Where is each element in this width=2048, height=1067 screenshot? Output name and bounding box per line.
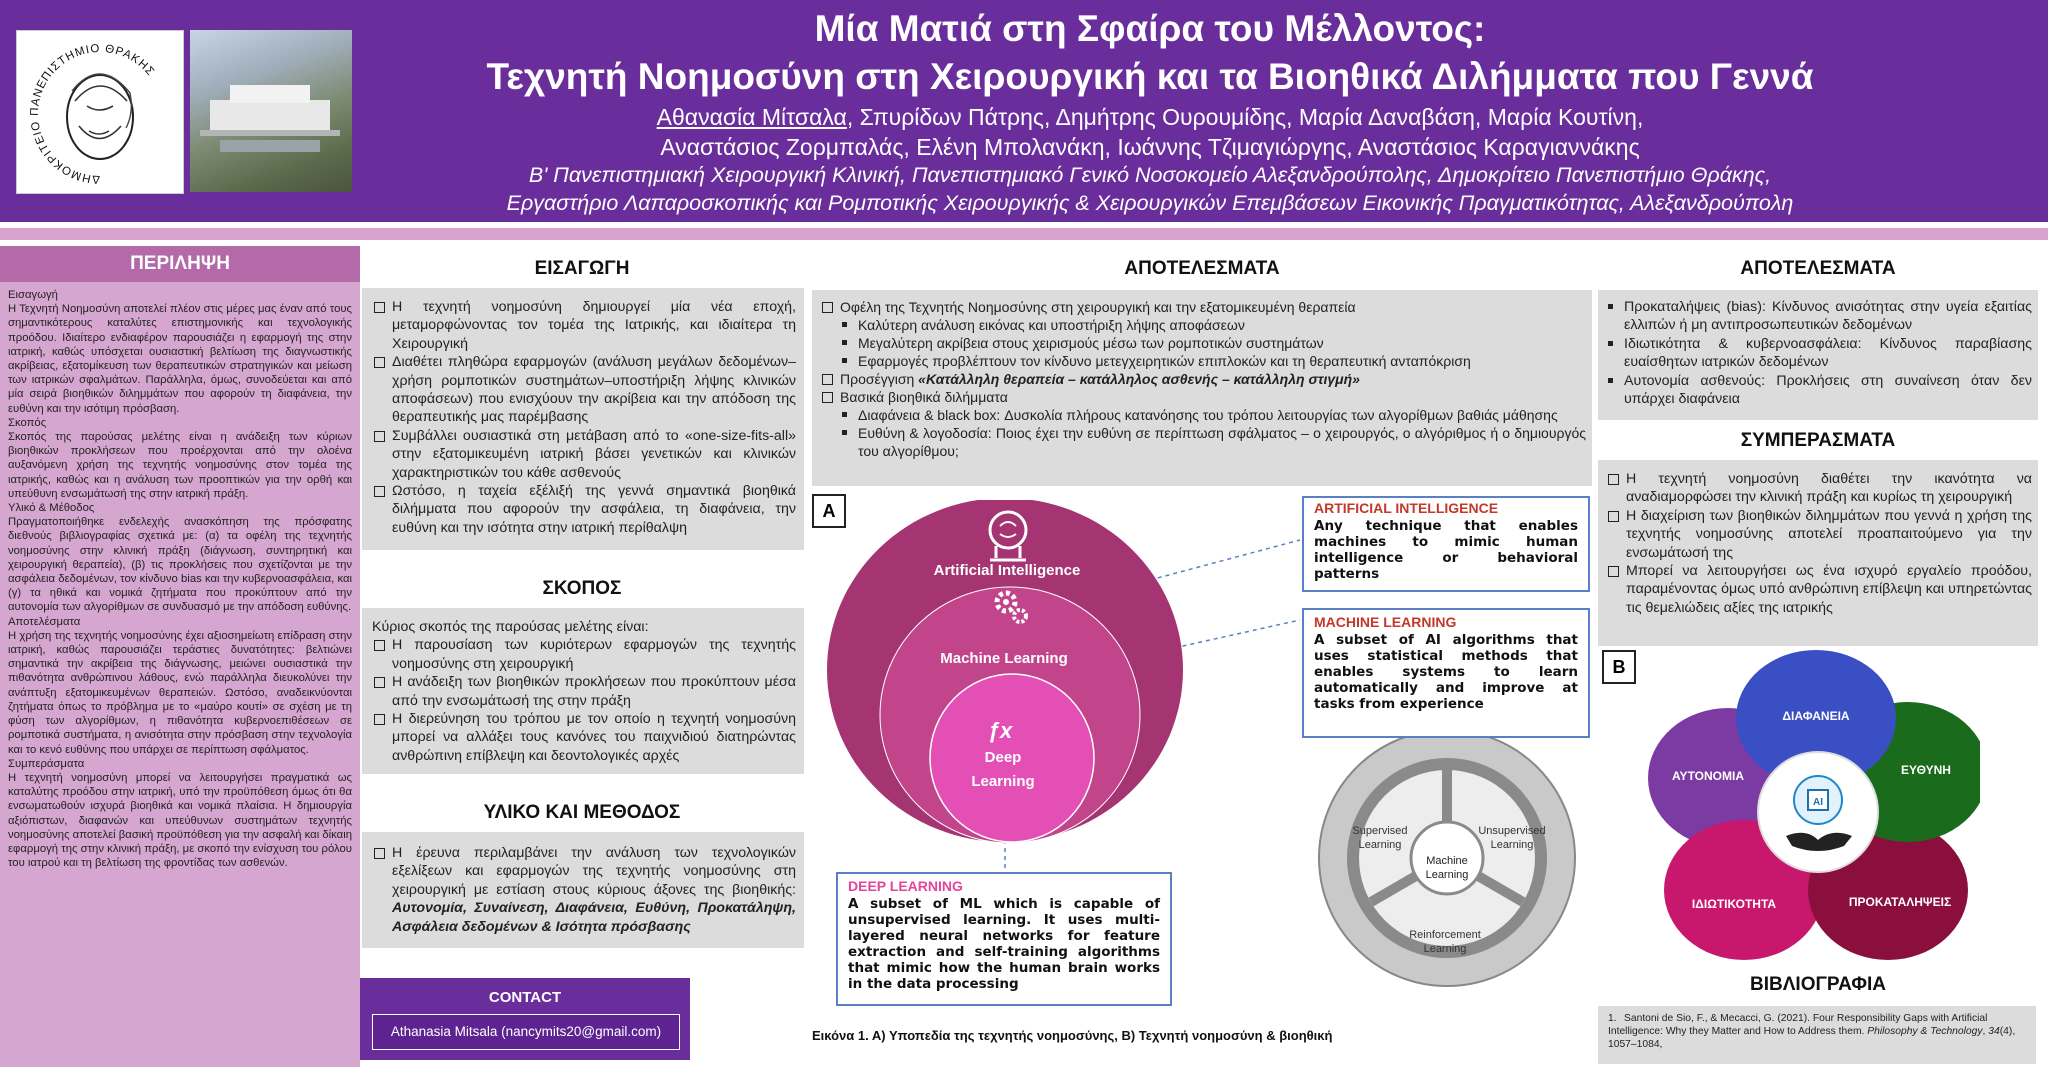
university-logo: [16, 30, 184, 194]
connector-ai: [1150, 540, 1300, 580]
list-item: [372, 844, 796, 936]
aim-title: ΣΚΟΠΟΣ: [542, 578, 622, 599]
dl-definition-box: [836, 872, 1172, 1006]
label-bias: ΠΡΟΚΑΤΑΛΗΨΕΙΣ: [1848, 895, 1952, 909]
list-item: Βασικά βιοηθικά διλήμματα: [820, 388, 1586, 406]
approach-value: «Κατάλληλη θεραπεία – κατάλληλος ασθενής – κατάλληλη στιγμή»: [918, 371, 1360, 387]
abstract-heading: Σκοπός: [8, 416, 47, 429]
list-item: [820, 370, 1586, 388]
results2-list: [1604, 298, 2032, 408]
intro-list: [372, 298, 796, 537]
abstract-title: ΠΕΡΙΛΗΨΗ: [0, 246, 360, 282]
approach-label: Προσέγγιση: [840, 371, 919, 387]
list-item: Διαφάνεια & black box: Δυσκολία πλήρους κατανόησης του τρόπου λειτουργίας των αλγορίθμων βαθιάς μάθησης: [838, 406, 1586, 424]
list-item: Καλύτερη ανάλυση εικόνας και υποστήριξη λήψης αποφάσεων: [838, 316, 1586, 334]
function-icon: ƒx: [987, 718, 1013, 743]
intro-title: ΕΙΣΑΓΩΓΗ: [534, 258, 630, 279]
list-item: Η τεχνητή νοημοσύνη διαθέτει την ικανότητα να αναδιαμορφώσει την κλινική πράξη και κυρίως τη χειρουργική: [1606, 470, 2032, 507]
list-item: Η διερεύνηση του τρόπου με τον οποίο η τεχνητή νοημοσύνη μπορεί να αλλάξει τους κανόνες του παιχνιδιού διατηρώντας ανθρώπινη επίβλεψη και δεοντολογικές αρχές: [372, 710, 796, 765]
list-item: Η διαχείριση των βιοηθικών διλημμάτων που γεννά η χρήση της τεχνητής νοημοσύνης αποτελεί προαπαιτούμενο για την ενσωμάτωσή της: [1606, 507, 2032, 562]
bioethics-flower-diagram: [1640, 650, 1980, 980]
wheel-reinforcement-2: Learning: [1423, 943, 1467, 955]
list-item: Προκαταλήψεις (bias): Κίνδυνος ανισότητας στην υγεία εξαιτίας ελλιπών ή μη αντιπροσωπευτικών δεδομένων: [1604, 298, 2032, 335]
presenting-author: Αθανασία Μίτσαλα: [656, 104, 847, 130]
co-authors: , Σπυρίδων Πάτρης, Δημήτρης Ουρουμίδης, Μαρία Δαναβάση, Μαρία Κουτίνη,: [846, 104, 1644, 130]
contact-email[interactable]: Athanasia Mitsala (nancymits20@gmail.com): [372, 1014, 680, 1050]
dl-circle-label-2: Learning: [971, 773, 1035, 790]
hospital-campus-photo: [190, 30, 352, 192]
wheel-supervised-2: Learning: [1358, 839, 1402, 851]
list-item: Ωστόσο, η ταχεία εξέλιξή της γεννά σημαντικά βιοηθικά διλήμματα που αφορούν την ασφάλεια, τη διαφάνεια, την ευθύνη και την ισότητα στην ιατρική περίθαλψη: [372, 482, 796, 537]
list-item: Ευθύνη & λογοδοσία: Ποιος έχει την ευθύνη σε περίπτωση σφάλματος – ο χειρουργός, ο αλγόριθμος ή ο δημιουργός του αλγορίθμου;: [838, 424, 1586, 460]
list-item: Οφέλη της Τεχνητής Νοημοσύνης στη χειρουργική και την εξατομικευμένη θεραπεία: [820, 298, 1586, 316]
ml-circle-label: Machine Learning: [940, 650, 1068, 667]
dl-definition-title: DEEP LEARNING: [848, 878, 963, 894]
references-title: ΒΙΒΛΙΟΓΡΑΦΙΑ: [1750, 974, 1886, 995]
authors-line-1: [420, 104, 1880, 131]
wheel-unsupervised-2: Learning: [1490, 839, 1534, 851]
wheel-unsupervised-1: Unsupervised: [1478, 825, 1546, 837]
list-item: Η ανάδειξη των βιοηθικών προκλήσεων που προκύπτουν μέσα από την ενσωμάτωσή της στην πράξη: [372, 673, 796, 710]
logo-lettering: ΔΗΜΟΚΡΙΤΕΙΟ ΠΑΝΕΠΙΣΤΗΜΙΟ ΘΡΑΚΗΣ: [28, 42, 157, 186]
abstract-paragraph: Η τεχνητή νοημοσύνη μπορεί να λειτουργήσει πραγματικά ως καταλύτης προόδου στην ιατρική, υπό την προϋπόθεση όμως ότι θα ενσωματωθούν ισχυρά βιοηθικά και νομικά πλαίσια. Η δημιουργία αξιόπιστων, διαφανών και υπεύθυνων συστημάτων τεχνητής νοημοσύνης αποτελεί βασική προϋπόθεση για την ασφαλή και δίκαιη εφαρμογή της στην κλινική πράξη, με σκοπό την ενίσχυση του ρόλου του ιατρού και τη βελτίωση της φροντίδας των ασθενών.: [8, 771, 352, 870]
results-title: ΑΠΟΤΕΛΕΣΜΑΤΑ: [1124, 258, 1280, 279]
abstract-heading: Αποτελέσματα: [8, 615, 81, 628]
abstract-paragraph: Η Τεχνητή Νοημοσύνη αποτελεί πλέον στις μέρες μας έναν από τους σημαντικότερους καταλύτες επιστημονικής και τεχνολογικής προόδου. Ιδιαίτερο ενδιαφέρον παρουσιάζει η εφαρμογή της στην ιατρική, καθώς υπόσχεται ουσιαστική βελτίωση της διαγνωστικής ακρίβειας, εξατομίκευση των θεραπευτικών στρατηγικών και μείωση των ιατρικών σφαλμάτων. Παράλληλα, όμως, συνοδεύεται και από μία σειρά βιοηθικών διλημμάτων που αφορούν τη διαφάνεια, την ευθύνη και την ισότιμη πρόσβαση.: [8, 303, 352, 415]
reference-pages: (4), 1057–1084,: [1608, 1026, 2016, 1050]
affiliation-line-1: Β' Πανεπιστημιακή Χειρουργική Κλινική, Πανεπιστημιακό Γενικό Νοσοκομείο Αλεξανδρούπολης, Δημοκρίτειο Πανεπιστήμιο Θράκης,: [528, 163, 1772, 187]
list-item: Διαθέτει πληθώρα εφαρμογών (ανάλυση μεγάλων δεδομένων–χρήση ρομποτικών συστημάτων–υποστήριξη λήψης κλινικών αποφάσεων) που ενισχύουν την ακρίβεια και την απόδοση της θεραπευτικής μας παρέμβασης: [372, 353, 796, 427]
affiliation-line-2: Εργαστήριο Λαπαροσκοπικής και Ρομποτικής Χειρουργικής & Χειρουργικών Επεμβάσεων Εικονικής Πραγματικότητας, Αλεξανδρούπολη: [506, 191, 1794, 215]
bioethics-axes: Αυτονομία, Συναίνεση, Διαφάνεια, Ευθύνη, Προκατάληψη, Ασφάλεια δεδομένων & Ισότητα πρόσβασης: [392, 900, 796, 935]
abstract-heading: Εισαγωγή: [8, 289, 58, 301]
list-item: Μεγαλύτερη ακρίβεια στους χειρισμούς μέσω των ρομποτικών συστημάτων: [838, 334, 1586, 352]
list-item: Εφαρμογές προβλέπτουν τον κίνδυνο μετεγχειρητικών επιπλοκών και τη θεραπευτική ανταπόκριση: [838, 352, 1586, 370]
poster-title-line-1: Μία Ματιά στη Σφαίρα του Μέλλοντος:: [814, 8, 1486, 49]
label-privacy: ΙΔΙΩΤΙΚΟΤΗΤΑ: [1691, 897, 1777, 911]
reference-authors: Santoni de Sio, F., & Mecacci, G. (2021). Four Responsibility Gaps with Artificial Intelligence: Why they Matter and How to Address them.: [1608, 1013, 1988, 1037]
ai-circle-label: Artificial Intelligence: [933, 562, 1081, 579]
ai-definition-box: [1302, 496, 1590, 592]
ai-definition-text: Any technique that enables machines to mimic human intelligence or behavioral patterns: [1314, 518, 1578, 582]
reference-journal: Philosophy & Technology: [1867, 1026, 1983, 1037]
abstract-paragraph: Σκοπός της παρούσας μελέτης είναι η ανάδειξη των κύριων βιοηθικών προκλήσεων που προέρχονται από την ολοένα αυξανόμενη χρήση της τεχνητής νοημοσύνης στον τομέα της ιατρικής, καθώς και η ανάλυση των προοπτικών για την ορθή και υπεύθυνη ενσωμάτωσή της στην ιατρική πράξη.: [8, 431, 352, 500]
reference-number: 1.: [1608, 1013, 1617, 1024]
dl-definition-text: A subset of ML which is capable of unsupervised learning. It uses multi-layered neural networks for feature extraction and self-training algorithms that mimic how the human brain works in the data processing: [848, 896, 1160, 992]
wheel-center-1: Machine: [1426, 855, 1468, 867]
list-item: Μπορεί να λειτουργήσει ως ένα ισχυρό εργαλείο προόδου, παραμένοντας όμως υπό ανθρώπινη επίβλεψη και υπηρετώντας τις θεμελιώδεις αξίες της ιατρικής: [1606, 562, 2032, 617]
aim-lead: Κύριος σκοπός της παρούσας μελέτης είναι:: [372, 619, 649, 635]
label-transparency: ΔΙΑΦΑΝΕΙΑ: [1782, 709, 1850, 723]
methods-text: [372, 844, 796, 936]
figure-caption: Εικόνα 1. Α) Υποπεδία της τεχνητής νοημοσύνης, Β) Τεχνητή νοημοσύνη & βιοηθική: [812, 1028, 1333, 1043]
ai-definition-title: ARTIFICIAL INTELLIGENCE: [1314, 500, 1499, 516]
label-autonomy: ΑΥΤΟΝΟΜΙΑ: [1671, 769, 1745, 783]
header-divider: [0, 228, 2048, 240]
reference-entry: [1608, 1012, 2028, 1051]
list-item: Η παρουσίαση των κυριότερων εφαρμογών της τεχνητής νοημοσύνης στη χειρουργική: [372, 636, 796, 673]
ml-definition-title: MACHINE LEARNING: [1314, 614, 1457, 630]
contact-title: CONTACT: [360, 978, 690, 1014]
conclusions-title: ΣΥΜΠΕΡΑΣΜΑΤΑ: [1740, 430, 1896, 451]
label-responsibility: ΕΥΘΥΝΗ: [1901, 763, 1951, 777]
results-list: [820, 298, 1586, 460]
reference-sep: ,: [1982, 1026, 1989, 1037]
authors-line-2: Αναστάσιος Ζορμπαλάς, Ελένη Μπολανάκη, Ιωάννης Τζιμαγιώργης, Αναστάσιος Καραγιαννάκης: [660, 134, 1640, 160]
list-item: Η τεχνητή νοημοσύνη δημιουργεί μία νέα εποχή, μεταμορφώνοντας τον τομέα της Ιατρικής, και ιδιαίτερα τη Χειρουργική: [372, 298, 796, 353]
aim-list: [372, 618, 796, 765]
list-item: Ιδιωτικότητα & κυβερνοασφάλεια: Κίνδυνος παραβίασης ευαίσθητων ιατρικών δεδομένων: [1604, 335, 2032, 372]
abstract-paragraph: Η χρήση της τεχνητής νοημοσύνης έχει αξιοσημείωτη επίδραση στην ιατρική, καθώς παρουσιάζει τεράστιες δυνατότητες: βελτιώνει σημαντικά την ακρίβεια της διάγνωσης, μειώνει ουσιαστικά την πιθανότητα ανθρώπινου λάθους, ενώ παράλληλα διευκολύνει την ανάπτυξη εξατομικευμένων θεραπειών. Ωστόσο, αναδεικνύονται ζητήματα όπως το πρόβλημα με το «μαύρο κουτί» σε σχέση με τη φύση των αλγορίθμων, η πιθανότητα κυβερνοεπιθέσεων σε ρομποτικά συστήματα, η ανισότητα στην πρόσβαση στην τεχνολογία και το κενό ευθύνης που υπάρχει σε περίπτωση σφάλματος.: [8, 629, 352, 756]
results-title-2: ΑΠΟΤΕΛΕΣΜΑΤΑ: [1740, 258, 1896, 279]
wheel-supervised-1: Supervised: [1352, 825, 1408, 837]
abstract-heading: Συμπεράσματα: [8, 757, 85, 770]
wheel-reinforcement-1: Reinforcement: [1409, 929, 1481, 941]
conclusions-list: [1606, 470, 2032, 617]
list-item: Αυτονομία ασθενούς: Προκλήσεις στη συναίνεση όταν δεν υπάρχει διαφάνεια: [1604, 372, 2032, 409]
wheel-center-2: Learning: [1425, 869, 1469, 881]
figure-b-label: B: [1602, 650, 1636, 684]
methods-description: Η έρευνα περιλαμβάνει την ανάλυση των τεχνολογικών εξελίξεων και εφαρμογών της τεχνητής νοημοσύνης στη χειρουργική με εστίαση στους κύριους άξονες της βιοηθικής:: [392, 845, 796, 898]
list-item: Συμβάλλει ουσιαστικά στη μετάβαση από το «one-size-fits-all» στην εξατομικευμένη ιατρική βάσει γενετικών και κλινικών χαρακτηριστικών του κάθε ασθενούς: [372, 427, 796, 482]
ai-chip-label: AI: [1813, 797, 1823, 808]
dl-circle-label-1: Deep: [984, 749, 1022, 766]
poster-title-line-2: Τεχνητή Νοημοσύνη στη Χειρουργική και τα Βιοηθικά Διλήμματα που Γεννά: [486, 56, 1814, 97]
ml-definition-text: A subset of AI algorithms that uses statistical methods that enables systems to learn automatically and improve at tasks from experience: [1314, 632, 1578, 712]
methods-title: ΥΛΙΚΟ ΚΑΙ ΜΕΘΟΔΟΣ: [483, 802, 681, 823]
abstract-heading: Υλικό & Μέθοδος: [8, 502, 95, 515]
ml-definition-box: [1302, 608, 1590, 738]
reference-volume: 34: [1988, 1026, 2000, 1037]
abstract-paragraph: Πραγματοποιήθηκε ενδελεχής ανασκόπηση της πρόσφατης διεθνούς βιβλιογραφίας σχετικά με: (α) τα οφέλη της τεχνητής νοημοσύνης στην κλινική πράξη (διάγνωση, συντηρητική και χειρουργική θεραπεία), (β) τις προκλήσεις που σχετίζονται με την ασφάλεια δεδομένων, τον κίνδυνο bias και την κυβερνοασφάλεια, και (γ) τα ηθικά και νομικά ζητήματα που προκύπτουν από την αυτονομία των αλγορίθμων σε συνδυασμό με την απόδοση ευθύνης.: [8, 516, 352, 614]
figure-a-label: A: [812, 494, 846, 528]
abstract-text: [8, 288, 352, 870]
